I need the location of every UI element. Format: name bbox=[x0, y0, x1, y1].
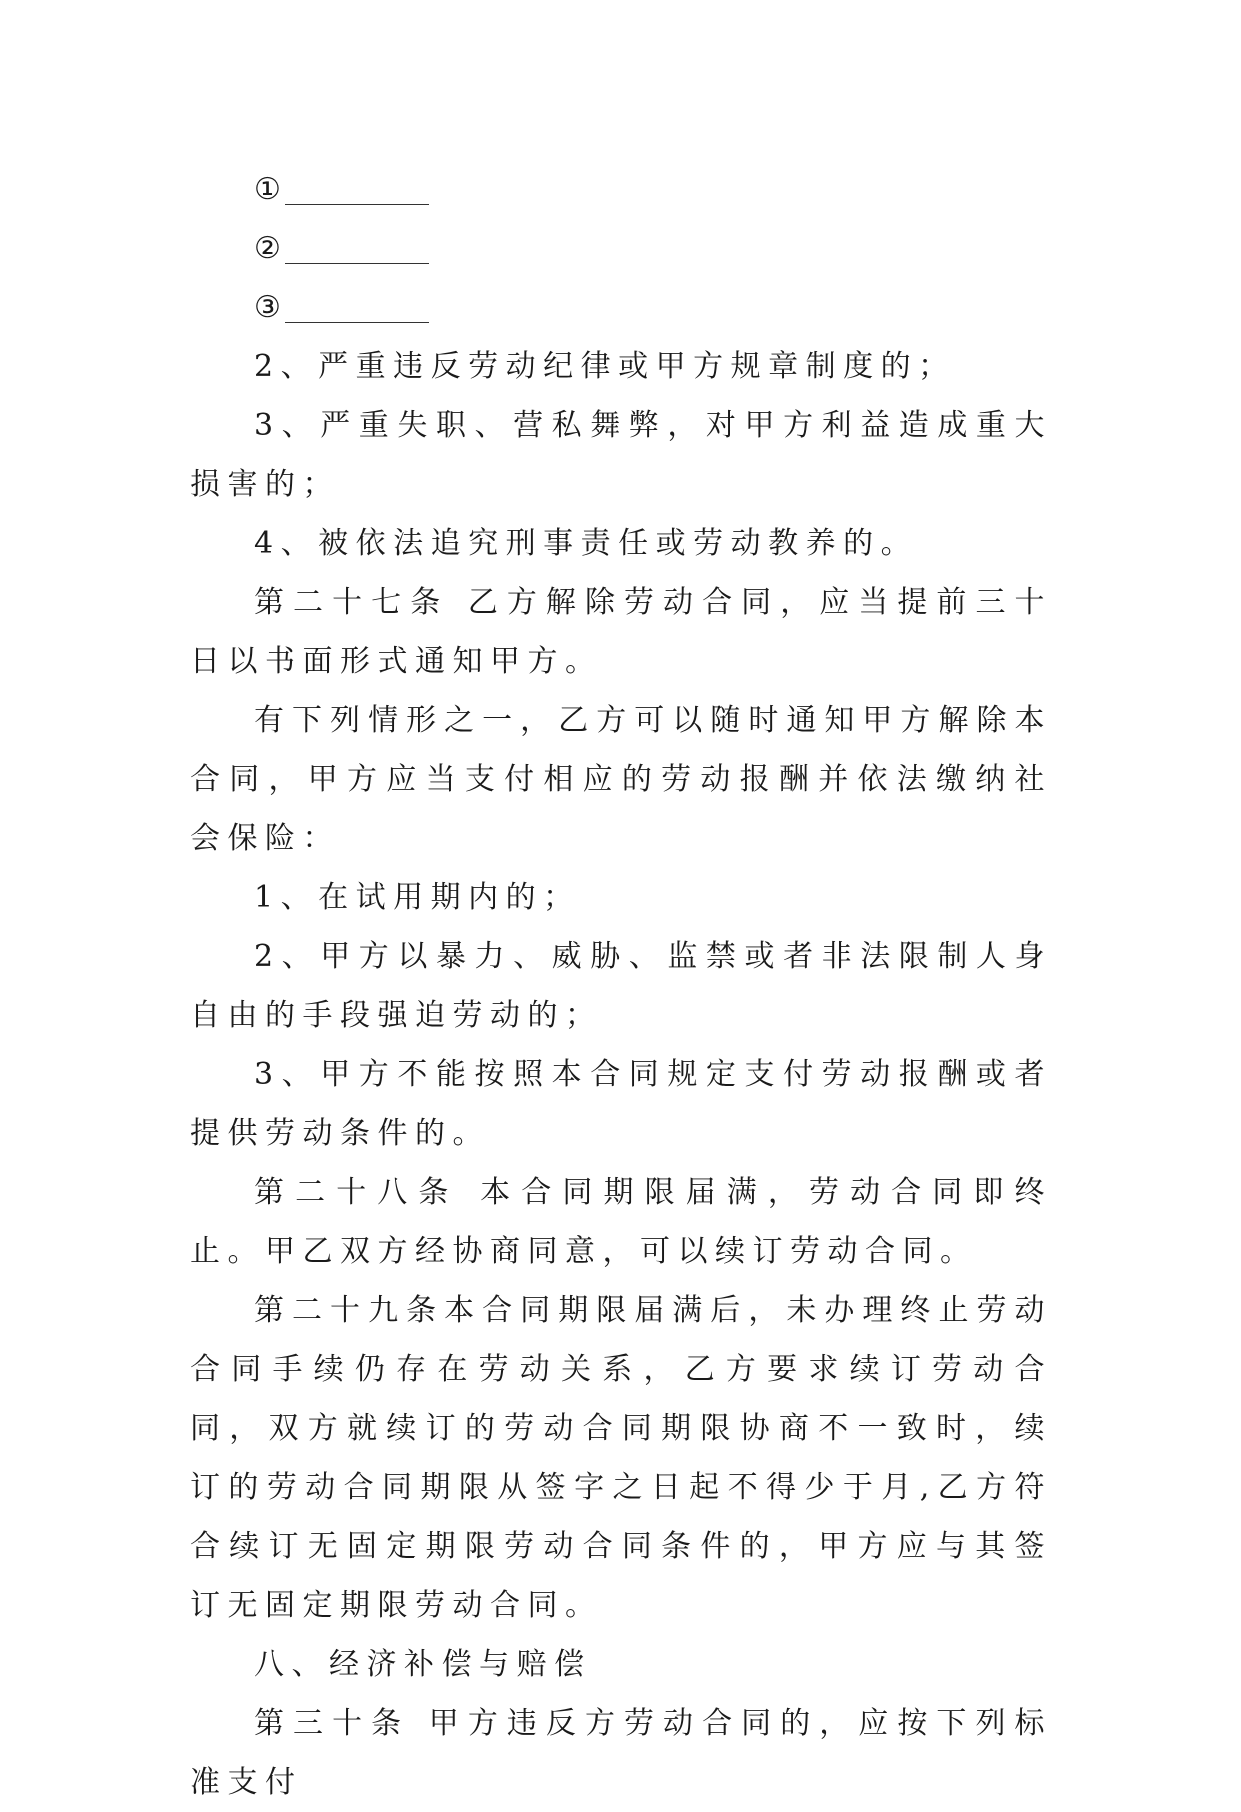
paragraph-item-3: 3、严重失职、营私舞弊，对甲方利益造成重大损害的； bbox=[190, 408, 1052, 502]
fill-in-blank-2 bbox=[285, 263, 429, 264]
circled-number-1: ① bbox=[254, 172, 281, 207]
article-27-conditions-intro: 有下列情形之一，乙方可以随时通知甲方解除本合同，甲方应当支付相应的劳动报酬并依法缴纳社会保险： bbox=[190, 703, 1052, 856]
article-27: 第二十七条 乙方解除劳动合同，应当提前三十日以书面形式通知甲方。 bbox=[190, 585, 1052, 679]
blank-item-1 bbox=[190, 160, 1052, 219]
paragraph-item-4: 4、被依法追究刑事责任或劳动教养的。 bbox=[254, 526, 919, 561]
circled-number-2: ② bbox=[254, 231, 281, 266]
article-28: 第二十八条 本合同期限届满，劳动合同即终止。甲乙双方经协商同意，可以续订劳动合同。 bbox=[190, 1175, 1052, 1269]
contract-text bbox=[190, 160, 1052, 1812]
article-29: 第二十九条本合同期限届满后，未办理终止劳动合同手续仍存在劳动关系，乙方要求续订劳动合同，双方就续订的劳动合同期限协商不一致时，续订的劳动合同期限从签字之日起不得少于月,乙方符合续订无固定期限劳动合同条件的，甲方应与其签订无固定期限劳动合同。 bbox=[190, 1293, 1052, 1623]
blank-item-3 bbox=[190, 278, 1052, 337]
circled-number-3: ③ bbox=[254, 290, 281, 325]
fill-in-blank-1 bbox=[285, 204, 429, 205]
section-heading-8: 八、经济补偿与赔偿 bbox=[254, 1647, 592, 1682]
fill-in-blank-3 bbox=[285, 322, 429, 323]
condition-3: 3、甲方不能按照本合同规定支付劳动报酬或者提供劳动条件的。 bbox=[190, 1057, 1052, 1151]
blank-item-2 bbox=[190, 219, 1052, 278]
paragraph-item-2: 2、严重违反劳动纪律或甲方规章制度的； bbox=[254, 349, 956, 384]
condition-1: 1、在试用期内的； bbox=[254, 880, 581, 915]
condition-2: 2、甲方以暴力、威胁、监禁或者非法限制人身自由的手段强迫劳动的； bbox=[190, 939, 1052, 1033]
article-30: 第三十条 甲方违反方劳动合同的，应按下列标准支付 bbox=[190, 1706, 1052, 1800]
